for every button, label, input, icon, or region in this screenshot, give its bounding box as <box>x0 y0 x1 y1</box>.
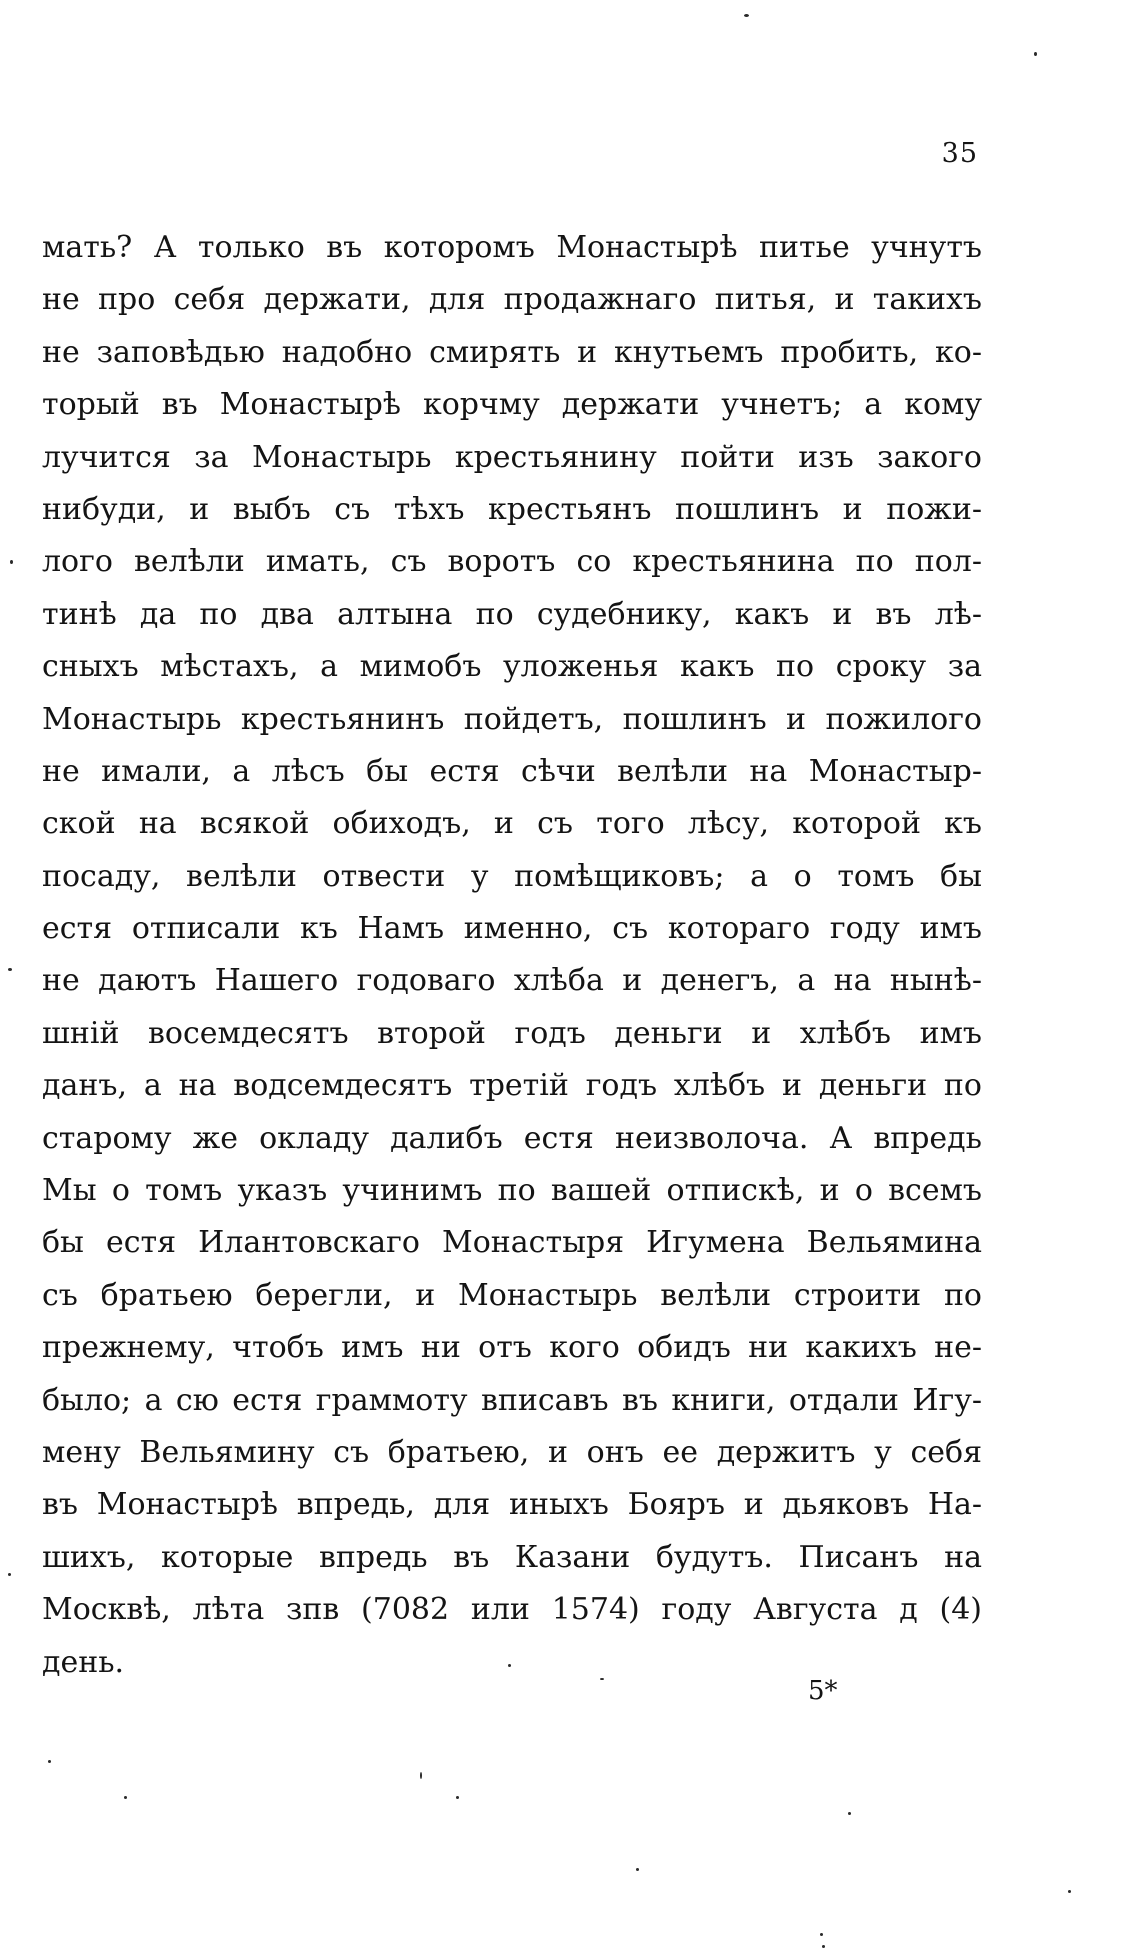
print-speck <box>1068 1890 1071 1893</box>
print-speck <box>8 1573 11 1576</box>
text-line: посаду, велѣли отвести у помѣщиковъ; а о томъ бы <box>42 858 982 894</box>
text-line: не про себя держати, для продажнаго питья, и такихъ <box>42 282 982 318</box>
text-line: шній восемдесятъ второй годъ деньги и хлѣбъ имъ <box>42 1015 982 1051</box>
text-line: мать? А только въ которомъ Монастырѣ питье учнутъ <box>42 230 982 265</box>
text-line: Москвѣ, лѣта зпв (7082 или 1574) году Августа д (4) <box>42 1592 982 1628</box>
text-line: лучится за Монастырь крестьянину пойти изъ закого <box>42 439 982 475</box>
text-line: мену Вельямину съ братьею, и онъ ее держитъ у себя <box>42 1434 982 1470</box>
text-line: ской на всякой обиходъ, и съ того лѣсу, которой къ <box>42 806 982 842</box>
text-line: лого велѣли имать, съ воротъ со крестьянина по пол- <box>42 544 982 580</box>
text-line: старому же окладу далибъ естя неизволоча. А впредь <box>42 1120 982 1156</box>
text-line: Мы о томъ указъ учинимъ по вашей отпискѣ, и о всемъ <box>42 1173 982 1209</box>
print-speck <box>420 1772 422 1779</box>
text-line: не заповѣдью надобно смирять и кнутьемъ пробить, ко- <box>42 334 982 370</box>
text-line: бы естя Илантовскаго Монастыря Игумена Вельямина <box>42 1225 982 1261</box>
print-speck <box>822 1945 825 1948</box>
text-line: торый въ Монастырѣ корчму держати учнетъ; а кому <box>42 387 982 423</box>
print-speck <box>820 1933 823 1936</box>
print-speck <box>508 1664 511 1667</box>
text-line: нибуди, и выбъ съ тѣхъ крестьянъ пошлинъ и пожи- <box>42 491 982 527</box>
text-line: тинѣ да по два алтына по судебнику, какъ и въ лѣ- <box>42 596 982 632</box>
print-speck <box>744 14 749 17</box>
print-speck <box>124 1796 127 1799</box>
text-line: въ Монастырѣ впредь, для иныхъ Бояръ и дьяковъ На- <box>42 1487 982 1523</box>
print-speck <box>10 560 13 564</box>
text-line: данъ, а на водсемдесятъ третій годъ хлѣбъ и деньги по <box>42 1068 982 1104</box>
print-speck <box>600 1678 604 1680</box>
text-line: Монастырь крестьянинъ пойдетъ, пошлинъ и пожилого <box>42 701 982 737</box>
print-speck <box>1034 52 1037 56</box>
text-line: день. <box>42 1644 125 1680</box>
text-line: съ братьею берегли, и Монастырь велѣли строити по <box>42 1277 982 1313</box>
text-line: было; а сю естя граммоту вписавъ въ книги, отдали Игу- <box>42 1382 982 1418</box>
text-line: не даютъ Нашего годоваго хлѣба и денегъ, а на нынѣ- <box>42 963 982 999</box>
print-speck <box>636 1868 639 1871</box>
print-speck <box>48 1760 51 1763</box>
text-line: шихъ, которые впредь въ Казани будутъ. Писанъ на <box>42 1539 982 1575</box>
body-text <box>42 222 982 1689</box>
text-line: естя отписали къ Намъ именно, съ котораго году имъ <box>42 911 982 947</box>
print-speck <box>8 968 12 971</box>
text-line: сныхъ мѣстахъ, а мимобъ уложенья какъ по сроку за <box>42 649 982 685</box>
page-number: 35 <box>941 138 978 169</box>
signature-mark: 5* <box>808 1676 838 1706</box>
print-speck <box>456 1796 459 1799</box>
text-line: не имали, а лѣсъ бы естя сѣчи велѣли на Монастыр- <box>42 753 982 789</box>
text-line: прежнему, чтобъ имъ ни отъ кого обидъ ни какихъ не- <box>42 1330 982 1366</box>
print-speck <box>848 1812 851 1815</box>
